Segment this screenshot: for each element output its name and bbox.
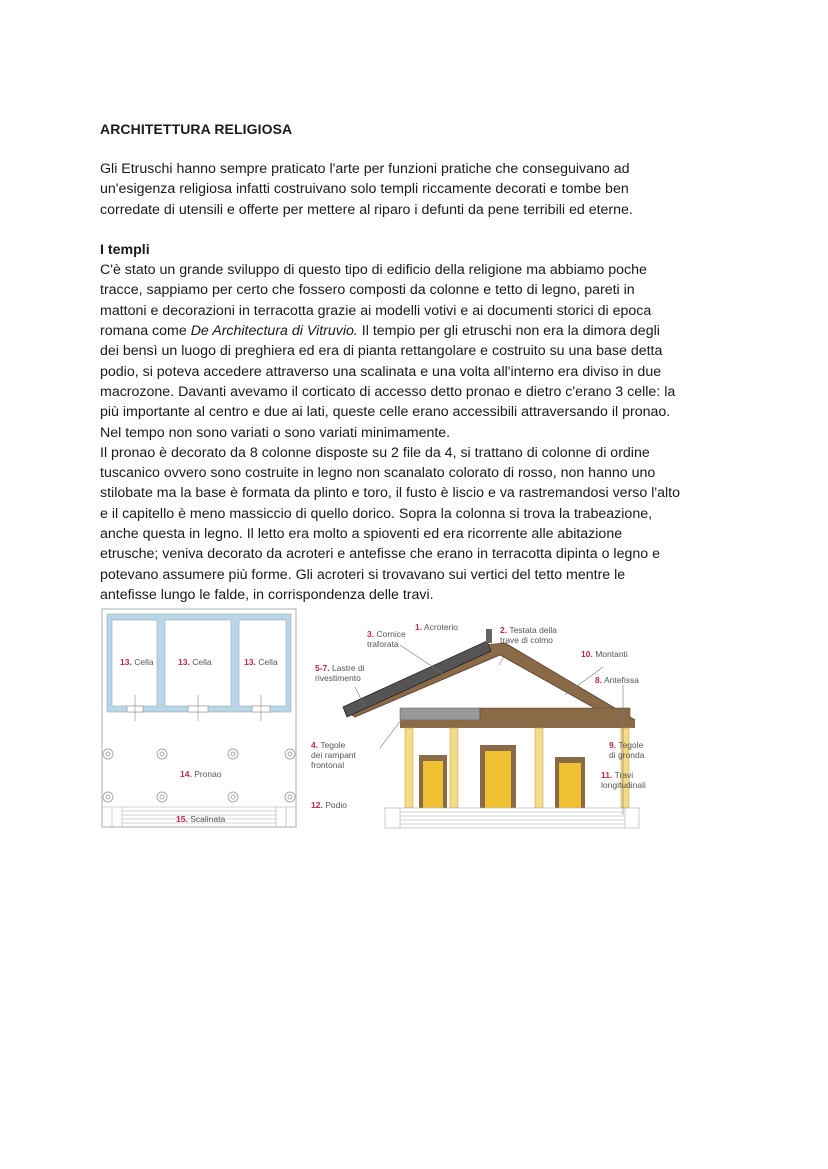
scalinata-label: 15. Scalinata <box>176 814 226 824</box>
label-tegole-rampant: 4. Tegole <box>311 740 346 750</box>
body-line: tracce, sappiamo per certo che fossero composti da colonne e tetto di legno, pareti in <box>100 282 635 299</box>
label-tegole-gronda: 9. Tegole <box>609 740 644 750</box>
label-testata: 2. Testata della <box>500 625 558 635</box>
document-page <box>100 121 740 605</box>
body-line: macrozone. Davanti avevamo il corticato di accesso detto pronao e dietro c'erano 3 celle: la <box>100 383 676 400</box>
label-lastre-line2: rivestimento <box>315 673 361 683</box>
body-line: mattoni e decorazioni in terracotta grazie ai modelli votivi e ai documenti storici di epoca <box>100 302 652 319</box>
body-paragraph <box>100 260 740 605</box>
label-podio: 12. Podio <box>311 800 347 810</box>
body-line: etrusche; veniva decorato da acroteri e antefisse che erano in terracotta dipinta o legno e <box>100 546 660 563</box>
body-line <box>100 321 740 341</box>
trabeazione <box>480 708 630 722</box>
body-line: dei bensì un luogo di preghiera ed era di pianta rettangolare e costruito su una base detta <box>100 343 663 360</box>
intro-paragraph <box>100 159 740 220</box>
body-line: anche questa in legno. Il letto era molto a spioventi ed era ricorrente alle abitazione <box>100 526 623 543</box>
label-tegole-rampant-line3: frontonal <box>311 760 345 770</box>
document-title: ARCHITETTURA RELIGIOSA <box>100 121 293 137</box>
pronao-label: 14. Pronao <box>180 769 222 779</box>
acroterio-mark <box>486 629 492 643</box>
body-text-span: Il tempio per gli etruschi non era la dimora degli <box>357 323 660 340</box>
body-line: più importante al centro e due ai lati, queste celle erano accessibili attraversando il pronao. <box>100 404 671 421</box>
body-line: stilobate ma la base è formata da plinto e toro, il fusto è liscio e va rastremandosi verso l'alto <box>100 485 680 502</box>
podium <box>385 808 639 828</box>
intro-line: un'esigenza religiosa infatti costruivano solo templi riccamente decorati e tombe ben <box>100 181 629 198</box>
body-line: tuscanico ovvero sono costruite in legno non scanalato colorato di rosso, non hanno uno <box>100 465 656 482</box>
label-acroterio: 1. Acroterio <box>415 622 459 632</box>
figures-row <box>100 607 680 832</box>
intro-line: Gli Etruschi hanno sempre praticato l'arte per funzioni pratiche che conseguivano ad <box>100 161 630 177</box>
body-line: C'è stato un grande sviluppo di questo tipo di edificio della religione ma abbiamo poche <box>100 262 647 279</box>
italic-citation: De Architectura di Vitruvio. <box>190 323 358 340</box>
temple-floor-plan <box>100 607 298 832</box>
cornice-block <box>400 708 480 720</box>
doors <box>419 745 585 808</box>
cella-label-right: 13. Cella <box>244 657 278 667</box>
label-cornice-line2: traforata <box>367 639 399 649</box>
label-lastre: 5-7. Lastre di <box>315 663 365 673</box>
label-montanti: 10. Montanti <box>581 649 628 659</box>
architrave <box>400 720 635 728</box>
body-line: Nel tempo non sono variati o sono variati minimamente. <box>100 424 451 441</box>
cella-label-left: 13. Cella <box>120 657 154 667</box>
roof-left-slope <box>343 641 491 717</box>
body-text-span: romana come <box>100 323 191 340</box>
temple-elevation <box>305 615 680 830</box>
body-line: Il pronao è decorato da 8 colonne disposte su 2 file da 4, si trattano di colonne di ordine <box>100 444 650 461</box>
intro-line: corredate di utensili e offerte per mettere al riparo i defunti da pene terribili ed eterne. <box>100 201 633 218</box>
label-travi: 11. Travi <box>601 770 634 780</box>
label-cornice: 3. Cornice <box>367 629 406 639</box>
body-line: potevano assumere più forme. Gli acroteri si trovavano sui vertici del tetto mentre le <box>100 566 626 583</box>
section-heading: I templi <box>100 241 150 258</box>
label-travi-line2: longitudinali <box>601 780 646 790</box>
body-line: podio, si poteva accedere attraverso una scalinata e una volta all'interno era diviso in due <box>100 363 662 380</box>
label-antefissa: 8. Antefissa <box>595 675 639 685</box>
label-testata-line2: trave di colmo <box>500 635 553 645</box>
cella-label-center: 13. Cella <box>178 657 212 667</box>
label-tegole-rampant-line2: dei rampant <box>311 750 356 760</box>
label-tegole-gronda-line2: di gronda <box>609 750 645 760</box>
body-line: antefisse lungo le falde, in corrispondenza delle travi. <box>100 586 434 603</box>
body-line: e il capitello è meno massiccio di quello dorico. Sopra la colonna si trova la trabeazione, <box>100 505 653 522</box>
